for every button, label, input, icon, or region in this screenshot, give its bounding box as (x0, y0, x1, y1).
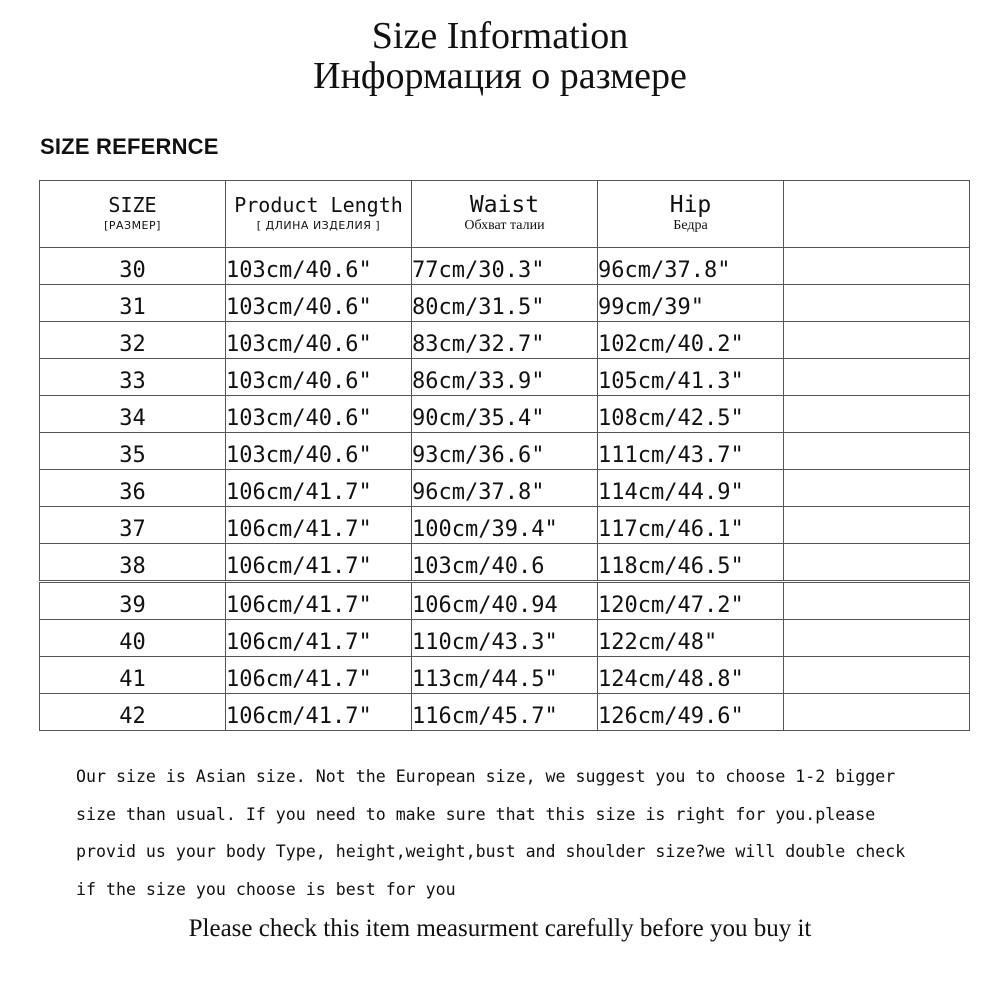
cell-waist: 83cm/32.7" (412, 322, 598, 359)
table-row (40, 507, 970, 544)
header-length-label: Product Length (234, 193, 403, 217)
cell-hip: 122cm/48" (598, 620, 784, 657)
cell-product-length: 103cm/40.6" (226, 396, 412, 433)
size-note (76, 758, 986, 908)
cell-waist: 86cm/33.9" (412, 359, 598, 396)
cell-empty (784, 470, 970, 507)
header-size (40, 181, 226, 248)
cell-hip: 108cm/42.5" (598, 396, 784, 433)
cell-product-length: 106cm/41.7" (226, 470, 412, 507)
cell-hip: 111cm/43.7" (598, 433, 784, 470)
cell-product-length: 103cm/40.6" (226, 359, 412, 396)
cell-empty (784, 359, 970, 396)
table-row (40, 544, 970, 582)
cell-size: 36 (40, 470, 226, 507)
cell-product-length: 106cm/41.7" (226, 694, 412, 731)
note-line: if the size you choose is best for you (76, 879, 456, 899)
cell-empty (784, 657, 970, 694)
cell-hip: 120cm/47.2" (598, 582, 784, 620)
table-row (40, 657, 970, 694)
cell-product-length: 106cm/41.7" (226, 620, 412, 657)
table-header-row (40, 181, 970, 248)
cell-hip: 99cm/39" (598, 285, 784, 322)
cell-empty (784, 582, 970, 620)
cell-waist: 116cm/45.7" (412, 694, 598, 731)
cell-waist: 80cm/31.5" (412, 285, 598, 322)
cell-product-length: 106cm/41.7" (226, 582, 412, 620)
table-row (40, 322, 970, 359)
cell-hip: 102cm/40.2" (598, 322, 784, 359)
cell-empty (784, 285, 970, 322)
header-waist-sub: Обхват талии (464, 218, 545, 233)
cell-size: 39 (40, 582, 226, 620)
table-row (40, 620, 970, 657)
table-row (40, 470, 970, 507)
header-size-label: SIZE (108, 193, 157, 217)
header-hip-label: Hip (669, 192, 712, 218)
cell-product-length: 106cm/41.7" (226, 507, 412, 544)
cell-product-length: 103cm/40.6" (226, 433, 412, 470)
cell-size: 41 (40, 657, 226, 694)
section-heading: SIZE REFERNCE (40, 134, 219, 159)
table-row (40, 396, 970, 433)
cell-empty (784, 433, 970, 470)
cell-empty (784, 620, 970, 657)
table-row (40, 248, 970, 285)
cell-waist: 106cm/40.94 (412, 582, 598, 620)
cell-hip: 118cm/46.5" (598, 544, 784, 582)
header-hip (598, 181, 784, 248)
footer-note: Please check this item measurment carefully before you buy it (188, 915, 812, 942)
note-line: Our size is Asian size. Not the European size, we suggest you to choose 1-2 bigger (76, 767, 896, 786)
cell-size: 35 (40, 433, 226, 470)
cell-waist: 93cm/36.6" (412, 433, 598, 470)
cell-hip: 96cm/37.8" (598, 248, 784, 285)
cell-waist: 113cm/44.5" (412, 657, 598, 694)
table-row (40, 359, 970, 396)
note-line: size than usual. If you need to make sure that this size is right for you.please (76, 804, 876, 824)
cell-product-length: 106cm/41.7" (226, 657, 412, 694)
cell-product-length: 103cm/40.6" (226, 285, 412, 322)
cell-empty (784, 507, 970, 544)
cell-size: 33 (40, 359, 226, 396)
cell-size: 31 (40, 285, 226, 322)
cell-empty (784, 544, 970, 582)
cell-hip: 117cm/46.1" (598, 507, 784, 544)
page-title: Size Information (371, 15, 629, 57)
cell-product-length: 103cm/40.6" (226, 248, 412, 285)
cell-hip: 124cm/48.8" (598, 657, 784, 694)
header-size-sub: [РАЗМЕР] (104, 219, 161, 232)
cell-hip: 105cm/41.3" (598, 359, 784, 396)
table-row (40, 694, 970, 731)
header-waist-label: Waist (469, 192, 540, 218)
table-row (40, 582, 970, 620)
cell-waist: 110cm/43.3" (412, 620, 598, 657)
cell-waist: 103cm/40.6 (412, 544, 598, 582)
cell-size: 37 (40, 507, 226, 544)
cell-size: 32 (40, 322, 226, 359)
cell-size: 38 (40, 544, 226, 582)
cell-size: 30 (40, 248, 226, 285)
table-row (40, 285, 970, 322)
header-hip-sub: Бедра (673, 218, 708, 233)
cell-product-length: 106cm/41.7" (226, 544, 412, 582)
header-empty (784, 181, 970, 248)
cell-waist: 90cm/35.4" (412, 396, 598, 433)
page-title-russian: Информация о размере (313, 55, 687, 97)
header-length (226, 181, 412, 248)
table-row (40, 433, 970, 470)
header-waist (412, 181, 598, 248)
header-length-sub: [ ДЛИНА ИЗДЕЛИЯ ] (256, 219, 381, 232)
cell-hip: 114cm/44.9" (598, 470, 784, 507)
table-body (40, 248, 970, 731)
cell-waist: 100cm/39.4" (412, 507, 598, 544)
cell-size: 40 (40, 620, 226, 657)
size-table (39, 180, 970, 731)
cell-empty (784, 322, 970, 359)
cell-empty (784, 248, 970, 285)
cell-product-length: 103cm/40.6" (226, 322, 412, 359)
note-line: provid us your body Type, height,weight,bust and shoulder size?we will double check (76, 842, 906, 861)
cell-waist: 77cm/30.3" (412, 248, 598, 285)
cell-hip: 126cm/49.6" (598, 694, 784, 731)
cell-size: 34 (40, 396, 226, 433)
cell-waist: 96cm/37.8" (412, 470, 598, 507)
cell-empty (784, 694, 970, 731)
cell-size: 42 (40, 694, 226, 731)
cell-empty (784, 396, 970, 433)
